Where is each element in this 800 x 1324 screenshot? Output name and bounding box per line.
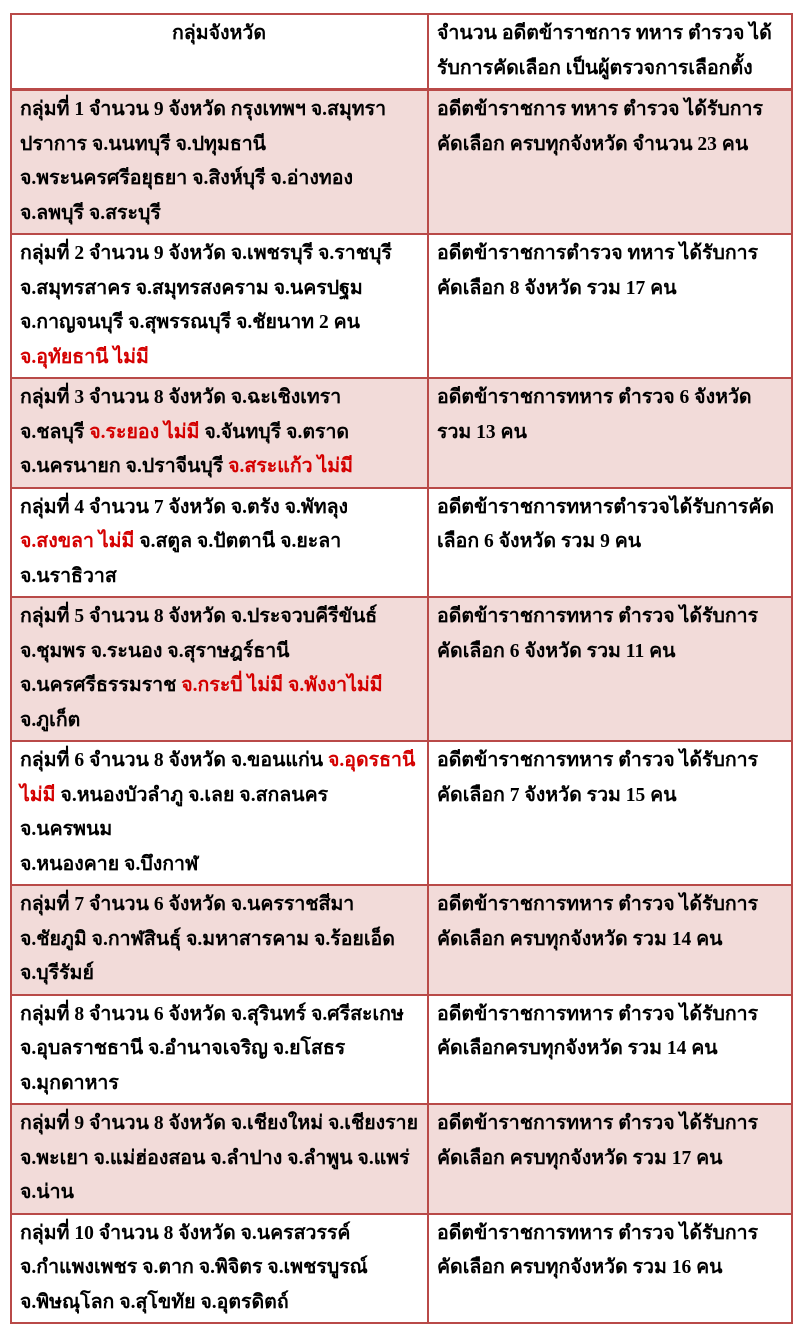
- province-list-text: จ.หนองบัวลำภู จ.เลย จ.สกลนคร จ.นครพนม: [20, 784, 329, 840]
- province-list-text: จ.ชลบุรี: [20, 421, 90, 443]
- province-list-text: กลุ่มที่ 4 จำนวน 7 จังหวัด จ.ตรัง จ.พัทลุง: [20, 496, 349, 518]
- header-cell-province-group: กลุ่มจังหวัด: [11, 14, 428, 90]
- province-list-text: จ.สตูล จ.ปัตตานี จ.ยะลา จ.นราธิวาส: [20, 531, 342, 587]
- province-groups-table: [10, 13, 793, 1324]
- group-cell: [11, 378, 428, 488]
- province-list-text: กลุ่มที่ 8 จำนวน 6 จังหวัด จ.สุรินทร์ จ.ศรีสะเกษ: [20, 1003, 404, 1025]
- result-cell: อดีตข้าราชการทหาร ตำรวจ ได้รับการคัดเลือก ครบทุกจังหวัด รวม 17 คน: [428, 1104, 792, 1214]
- table-body: [11, 90, 792, 1324]
- province-list-text: กลุ่มที่ 7 จำนวน 6 จังหวัด จ.นครราชสีมา จ.ชัยภูมิ จ.กาฬสินธุ์ จ.มหาสารคาม จ.ร้อยเอ็ด จ.บุรีรัมย์: [20, 894, 395, 984]
- group-cell: [11, 234, 428, 378]
- missing-province-text: จ.อุดรธานี ไม่มี: [20, 750, 416, 806]
- group-cell: [11, 1104, 428, 1214]
- province-list-text: กลุ่มที่ 9 จำนวน 8 จังหวัด จ.เชียงใหม่ จ.เชียงราย จ.พะเยา จ.แม่ฮ่องสอน จ.ลำปาง จ.ลำพูน จ.แพร่ จ.น่าน: [20, 1113, 418, 1203]
- table-row: [11, 1214, 792, 1324]
- table-row: [11, 741, 792, 885]
- group-cell: [11, 885, 428, 995]
- province-list-text: จ.มุกดาหาร: [20, 1072, 119, 1094]
- table-row: [11, 234, 792, 378]
- province-list-text: กลุ่มที่ 10 จำนวน 8 จังหวัด จ.นครสวรรค์: [20, 1222, 351, 1244]
- table-row: [11, 597, 792, 741]
- province-list-text: กลุ่มที่ 2 จำนวน 9 จังหวัด จ.เพชรบุรี จ.ราชบุรี จ.สมุทรสาคร จ.สมุทรสงคราม จ.นครปฐม จ.กาญจนบุรี จ.สุพรรณบุรี จ.ชัยนาท 2 คน: [20, 243, 392, 333]
- table-row: [11, 90, 792, 235]
- result-cell: อดีตข้าราชการทหารตำรวจได้รับการคัดเลือก 6 จังหวัด รวม 9 คน: [428, 488, 792, 598]
- table-row: [11, 995, 792, 1105]
- province-list-text: จ.ภูเก็ต: [20, 709, 81, 731]
- result-cell: อดีตข้าราชการทหาร ตำรวจ ได้รับการคัดเลือก 7 จังหวัด รวม 15 คน: [428, 741, 792, 885]
- header-row: [11, 14, 792, 90]
- group-cell: [11, 1214, 428, 1324]
- group-cell: [11, 90, 428, 235]
- missing-province-text: จ.สงขลา ไม่มี: [20, 531, 140, 552]
- province-list-text: กลุ่มที่ 1 จำนวน 9 จังหวัด กรุงเทพฯ จ.สมุทราปราการ จ.นนทบุรี จ.ปทุมธานี จ.พระนครศรีอยุธยา จ.สิงห์บุรี จ.อ่างทอง จ.ลพบุรี จ.สระบุรี: [20, 99, 387, 224]
- table-row: [11, 1104, 792, 1214]
- group-cell: [11, 488, 428, 598]
- result-cell: อดีตข้าราชการตำรวจ ทหาร ได้รับการคัดเลือก 8 จังหวัด รวม 17 คน: [428, 234, 792, 378]
- province-list-text: กลุ่มที่ 3 จำนวน 8 จังหวัด จ.ฉะเชิงเทรา: [20, 387, 342, 408]
- table-row: [11, 885, 792, 995]
- province-list-text: จ.กำแพงเพชร จ.ตาก จ.พิจิตร จ.เพชรบูรณ์ จ.พิษณุโลก จ.สุโขทัย จ.อุตรดิตถ์: [20, 1257, 368, 1313]
- table-header: [11, 14, 792, 90]
- result-cell: อดีตข้าราชการทหาร ตำรวจ ได้รับการคัดเลือกครบทุกจังหวัด รวม 14 คน: [428, 995, 792, 1105]
- header-cell-selected-count: จำนวน อดีตข้าราชการ ทหาร ตำรวจ ได้รับการคัดเลือก เป็นผู้ตรวจการเลือกตั้ง: [428, 14, 792, 90]
- province-list-text: กลุ่มที่ 6 จำนวน 8 จังหวัด จ.ขอนแก่น: [20, 750, 328, 771]
- missing-province-text: จ.สระแก้ว ไม่มี: [228, 456, 353, 477]
- result-cell: อดีตข้าราชการ ทหาร ตำรวจ ได้รับการคัดเลือก ครบทุกจังหวัด จำนวน 23 คน: [428, 90, 792, 235]
- group-cell: [11, 597, 428, 741]
- result-cell: อดีตข้าราชการทหาร ตำรวจ 6 จังหวัด รวม 13 คน: [428, 378, 792, 488]
- missing-province-text: จ.ระยอง ไม่มี: [89, 421, 205, 443]
- group-cell: [11, 741, 428, 885]
- missing-province-text: จ.กระบี่ ไม่มี จ.พังงาไม่มี: [181, 675, 383, 696]
- missing-province-text: จ.อุทัยธานี ไม่มี: [20, 346, 149, 368]
- table-row: [11, 378, 792, 488]
- result-cell: อดีตข้าราชการทหาร ตำรวจ ได้รับการคัดเลือก ครบทุกจังหวัด รวม 14 คน: [428, 885, 792, 995]
- group-cell: [11, 995, 428, 1105]
- province-list-text: กลุ่มที่ 5 จำนวน 8 จังหวัด จ.ประจวบคีรีขันธ์ จ.ชุมพร จ.ระนอง จ.สุราษฎร์ธานี จ.นครศรีธรรมราช: [20, 606, 378, 696]
- result-cell: อดีตข้าราชการทหาร ตำรวจ ได้รับการคัดเลือก 6 จังหวัด รวม 11 คน: [428, 597, 792, 741]
- result-cell: อดีตข้าราชการทหาร ตำรวจ ได้รับการคัดเลือก ครบทุกจังหวัด รวม 16 คน: [428, 1214, 792, 1324]
- province-list-text: จ.จันทบุรี จ.ตราด จ.นครนายก จ.ปราจีนบุรี: [20, 421, 350, 477]
- province-list-text: จ.อุบลราชธานี จ.อำนาจเจริญ จ.ยโสธร: [20, 1038, 346, 1059]
- table-row: [11, 488, 792, 598]
- province-list-text: จ.หนองคาย จ.บึงกาฬ: [20, 853, 199, 875]
